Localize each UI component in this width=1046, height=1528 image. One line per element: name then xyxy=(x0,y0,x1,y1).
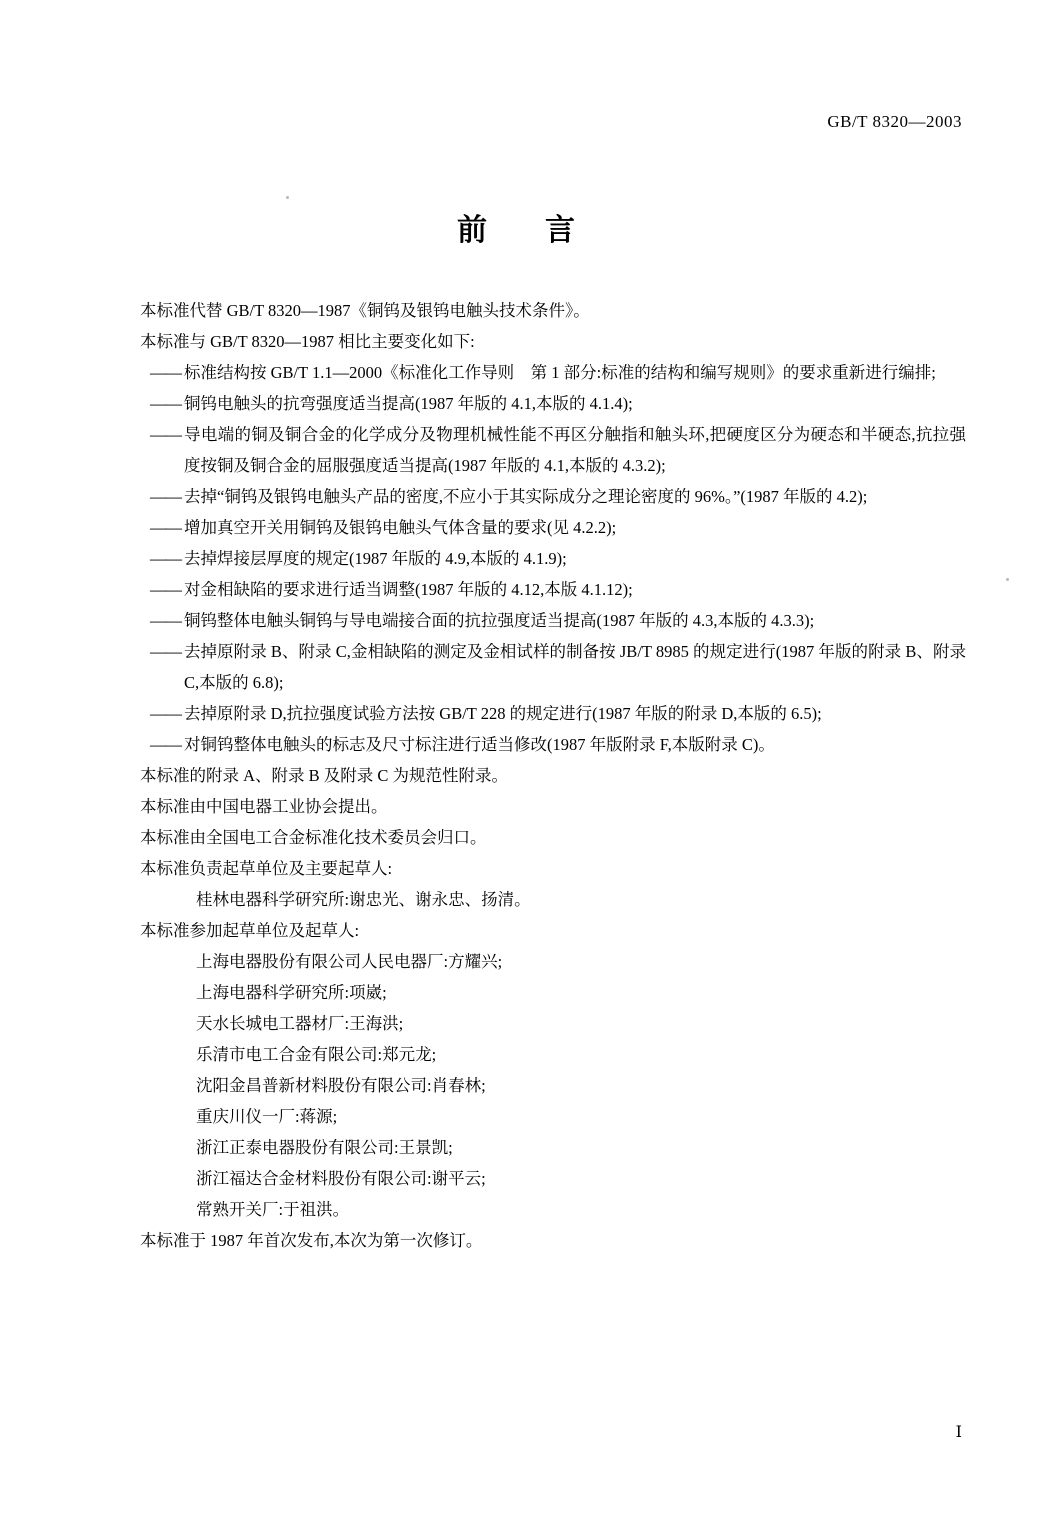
change-item xyxy=(140,481,966,512)
standard-number-header: GB/T 8320—2003 xyxy=(827,112,962,131)
change-item xyxy=(140,574,966,605)
change-item xyxy=(140,357,966,388)
participant-item: 上海电器股份有限公司人民电器厂:方耀兴; xyxy=(196,952,503,971)
change-item-text: 对铜钨整体电触头的标志及尺寸标注进行适当修改(1987 年版附录 F,本版附录 C)。 xyxy=(184,735,775,754)
change-item-text: 去掉原附录 B、附录 C,金相缺陷的测定及金相试样的制备按 JB/T 8985 的规定进行(1987 年版的附录 B、附录 C,本版的 6.8); xyxy=(184,642,966,692)
scan-speck xyxy=(1006,578,1009,581)
dash-marker-icon: —— xyxy=(150,487,181,506)
page-title: 前 言 xyxy=(457,213,589,248)
dash-marker-icon: —— xyxy=(150,642,181,661)
participant-item: 重庆川仪一厂:蒋源; xyxy=(196,1107,338,1126)
change-item-text: 去掉原附录 D,抗拉强度试验方法按 GB/T 228 的规定进行(1987 年版的附录 D,本版的 6.5); xyxy=(184,704,822,723)
change-item-text: 对金相缺陷的要求进行适当调整(1987 年版的 4.12,本版 4.1.12); xyxy=(184,580,633,599)
closing-statement: 本标准于 1987 年首次发布,本次为第一次修订。 xyxy=(140,1231,483,1250)
dash-marker-icon: —— xyxy=(150,425,181,444)
change-item-text: 增加真空开关用铜钨及银钨电触头气体含量的要求(见 4.2.2); xyxy=(184,518,617,537)
change-item-text: 去掉“铜钨及银钨电触头产品的密度,不应小于其实际成分之理论密度的 96%。”(1987 年版的 4.2); xyxy=(184,487,868,506)
statement-line: 本标准的附录 A、附录 B 及附录 C 为规范性附录。 xyxy=(140,766,509,785)
change-item-text: 铜钨整体电触头铜钨与导电端接合面的抗拉强度适当提高(1987 年版的 4.3,本版的 4.3.3); xyxy=(184,611,815,630)
participant-item: 乐清市电工合金有限公司:郑元龙; xyxy=(196,1045,437,1064)
participants-label: 本标准参加起草单位及起草人: xyxy=(140,921,360,940)
main-drafter-item: 桂林电器科学研究所:谢忠光、谢永忠、扬清。 xyxy=(196,890,531,909)
change-item-text: 标准结构按 GB/T 1.1—2000《标准化工作导则 第 1 部分:标准的结构和编写规则》的要求重新进行编排; xyxy=(184,363,936,382)
change-item xyxy=(140,388,966,419)
statement-line: 本标准由中国电器工业协会提出。 xyxy=(140,797,388,816)
change-item xyxy=(140,419,966,481)
document-body xyxy=(140,295,966,1256)
change-item xyxy=(140,729,966,760)
participant-item: 沈阳金昌普新材料股份有限公司:肖春林; xyxy=(196,1076,486,1095)
intro-paragraph: 本标准代替 GB/T 8320—1987《铜钨及银钨电触头技术条件》。 xyxy=(140,301,590,320)
participant-item: 浙江福达合金材料股份有限公司:谢平云; xyxy=(196,1169,486,1188)
participant-item: 常熟开关厂:于祖洪。 xyxy=(196,1200,350,1219)
statement-line: 本标准由全国电工合金标准化技术委员会归口。 xyxy=(140,828,487,847)
participant-item: 上海电器科学研究所:项崴; xyxy=(196,983,387,1002)
change-item xyxy=(140,605,966,636)
dash-marker-icon: —— xyxy=(150,518,181,537)
change-item xyxy=(140,636,966,698)
change-item-text: 铜钨电触头的抗弯强度适当提高(1987 年版的 4.1,本版的 4.1.4); xyxy=(184,394,633,413)
change-item xyxy=(140,543,966,574)
change-item xyxy=(140,698,966,729)
statement-line: 本标准负责起草单位及主要起草人: xyxy=(140,859,393,878)
dash-marker-icon: —— xyxy=(150,580,181,599)
dash-marker-icon: —— xyxy=(150,735,181,754)
change-item-text: 导电端的铜及铜合金的化学成分及物理机械性能不再区分触指和触头环,把硬度区分为硬态和半硬态,抗拉强度按铜及铜合金的屈服强度适当提高(1987 年版的 4.1,本版的 4.3.2); xyxy=(184,425,966,475)
dash-marker-icon: —— xyxy=(150,549,181,568)
intro-paragraph: 本标准与 GB/T 8320—1987 相比主要变化如下: xyxy=(140,332,475,351)
page-number: Ⅰ xyxy=(955,1424,962,1441)
scan-speck xyxy=(286,196,289,199)
dash-marker-icon: —— xyxy=(150,394,181,413)
change-item-text: 去掉焊接层厚度的规定(1987 年版的 4.9,本版的 4.1.9); xyxy=(184,549,567,568)
participant-item: 浙江正泰电器股份有限公司:王景凯; xyxy=(196,1138,453,1157)
dash-marker-icon: —— xyxy=(150,704,181,723)
dash-marker-icon: —— xyxy=(150,611,181,630)
dash-marker-icon: —— xyxy=(150,363,181,382)
change-item xyxy=(140,512,966,543)
participant-item: 天水长城电工器材厂:王海洪; xyxy=(196,1014,404,1033)
